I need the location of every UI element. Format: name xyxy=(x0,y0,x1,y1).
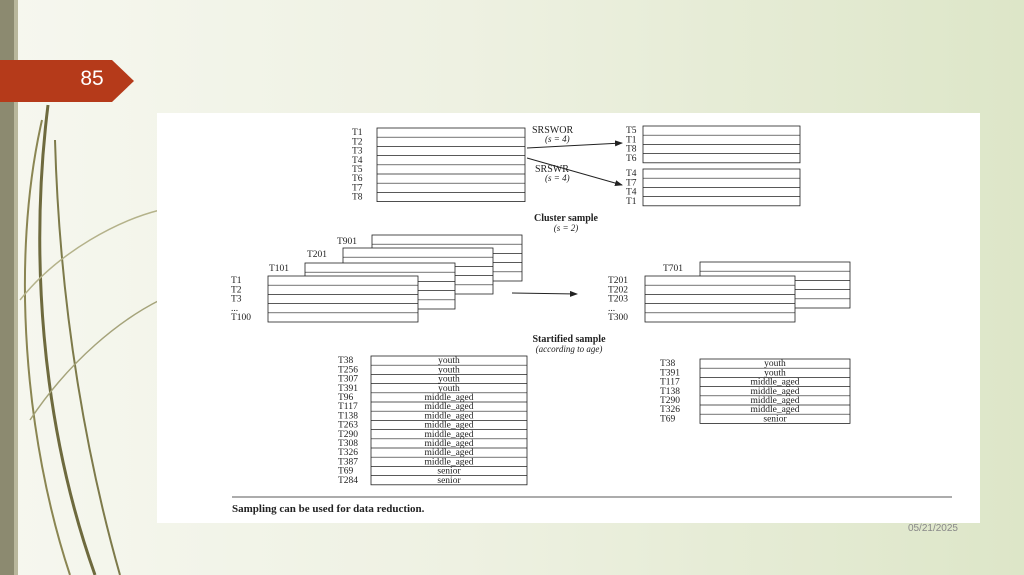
cluster-result-row-id: ... xyxy=(608,303,616,314)
srswr-row-id: T4 xyxy=(626,187,637,198)
srs-source-row-id: T7 xyxy=(352,183,363,194)
cluster-sample-title: Cluster sample xyxy=(534,213,598,224)
srswr-label: SRSWR xyxy=(535,164,569,175)
srswr-row-id: T4 xyxy=(626,169,637,180)
strat-source-row-id: T391 xyxy=(338,383,359,394)
cluster-stacked-tables xyxy=(231,235,522,323)
strat-source-row-id: T138 xyxy=(338,411,359,422)
diagram-caption: Sampling can be used for data reduction. xyxy=(232,503,425,515)
cluster-result-row-id: T203 xyxy=(608,294,629,305)
srs-source-row-id: T5 xyxy=(352,165,363,175)
strat-sample-row-id: T69 xyxy=(660,414,676,425)
strat-source-row-group: middle_aged xyxy=(424,411,474,422)
srs-source-row-id: T2 xyxy=(352,137,363,148)
strat-sample-row-id: T391 xyxy=(660,368,681,379)
strat-source-row-group: youth xyxy=(438,374,460,385)
srswor-row-id: T8 xyxy=(626,144,637,155)
srs-source-row-id: T8 xyxy=(352,192,363,203)
stratified-sample-title: Startified sample xyxy=(532,334,606,345)
strat-sample-row-id: T38 xyxy=(660,359,676,370)
srswor-row-id: T5 xyxy=(626,126,637,137)
strat-source-row-id: T38 xyxy=(338,356,354,367)
sampling-diagram xyxy=(157,113,980,523)
srs-source-row-id: T6 xyxy=(352,174,363,185)
srswr-size: (s = 4) xyxy=(545,173,570,183)
cluster-front-row-id: ... xyxy=(231,303,239,314)
strat-source-row-id: T263 xyxy=(338,420,359,431)
strat-source-row-id: T387 xyxy=(338,457,359,468)
srswor-size: (s = 4) xyxy=(545,134,570,144)
strat-sample-row-group: middle_aged xyxy=(750,386,800,397)
slide-date: 05/21/2025 xyxy=(907,523,958,534)
srs-source-row-id: T4 xyxy=(352,155,363,166)
cluster-result-row-id: T201 xyxy=(608,276,629,287)
srswor-arrow xyxy=(527,143,622,148)
srswor-row-id: T6 xyxy=(626,153,637,164)
strat-source-row-group: middle_aged xyxy=(424,457,474,468)
strat-source-row-id: T117 xyxy=(338,402,358,413)
strat-source-row-group: youth xyxy=(438,356,460,367)
cluster-result-tables xyxy=(608,262,850,323)
strat-source-row-group: senior xyxy=(437,475,461,486)
cluster-arrow xyxy=(512,293,577,294)
strat-source-row-group: middle_aged xyxy=(424,420,474,431)
cluster-result-back-label: T701 xyxy=(663,264,684,274)
cluster-front-row-id: T100 xyxy=(231,313,252,323)
slide-number: 85 xyxy=(80,67,104,90)
strat-source-row-group: senior xyxy=(437,466,461,477)
stratified-result-table xyxy=(660,359,850,424)
stratified-sample-subtitle: (according to age) xyxy=(535,344,603,354)
strat-sample-row-group: middle_aged xyxy=(750,405,800,416)
strat-source-row-group: youth xyxy=(438,383,460,394)
cluster-sample-size: (s = 2) xyxy=(553,223,579,233)
strat-source-row-group: middle_aged xyxy=(424,448,474,459)
strat-source-row-id: T69 xyxy=(338,466,354,477)
strat-source-row-id: T96 xyxy=(338,393,354,403)
srs-source-row-id: T3 xyxy=(352,146,363,157)
strat-sample-row-id: T138 xyxy=(660,386,681,397)
strat-sample-row-group: middle_aged xyxy=(750,396,800,406)
strat-sample-row-group: youth xyxy=(764,359,786,370)
strat-source-row-group: middle_aged xyxy=(424,402,474,413)
cluster-stack-label: T201 xyxy=(307,250,328,260)
cluster-front-row-id: T1 xyxy=(231,276,242,287)
strat-source-row-id: T308 xyxy=(338,439,359,449)
cluster-result-row-id: T300 xyxy=(608,313,629,323)
cluster-front-row-id: T3 xyxy=(231,294,242,305)
strat-sample-row-group: youth xyxy=(764,368,786,379)
strat-source-row-id: T307 xyxy=(338,374,359,385)
strat-sample-row-group: senior xyxy=(763,414,787,425)
strat-sample-row-id: T117 xyxy=(660,377,680,388)
cluster-stack-label: T901 xyxy=(337,237,358,247)
strat-source-row-group: youth xyxy=(438,365,460,376)
cluster-result-row-id: T202 xyxy=(608,285,629,296)
srswr-row-id: T1 xyxy=(626,196,637,207)
strat-sample-row-group: middle_aged xyxy=(750,377,800,388)
strat-sample-row-id: T326 xyxy=(660,405,681,416)
strat-source-row-id: T290 xyxy=(338,429,359,440)
strat-sample-row-id: T290 xyxy=(660,396,681,406)
strat-source-row-group: middle_aged xyxy=(424,393,474,403)
strat-source-row-id: T284 xyxy=(338,475,359,486)
srswr-sample-table xyxy=(626,169,800,207)
cluster-front-border xyxy=(268,276,418,322)
strat-source-row-group: middle_aged xyxy=(424,439,474,449)
stratified-source-table xyxy=(338,356,527,486)
strat-source-row-id: T326 xyxy=(338,448,359,459)
srs-source-table xyxy=(352,128,525,203)
srswor-label: SRSWOR xyxy=(532,125,574,136)
cluster-result-border xyxy=(645,276,795,322)
srswr-row-id: T7 xyxy=(626,178,637,189)
strat-source-row-group: middle_aged xyxy=(424,429,474,440)
strat-source-row-id: T256 xyxy=(338,365,359,376)
srs-source-row-id: T1 xyxy=(352,128,363,139)
cluster-stack-label: T101 xyxy=(269,264,290,274)
srswor-sample-table xyxy=(626,126,800,164)
cluster-front-row-id: T2 xyxy=(231,285,242,296)
srswor-row-id: T1 xyxy=(626,135,637,146)
